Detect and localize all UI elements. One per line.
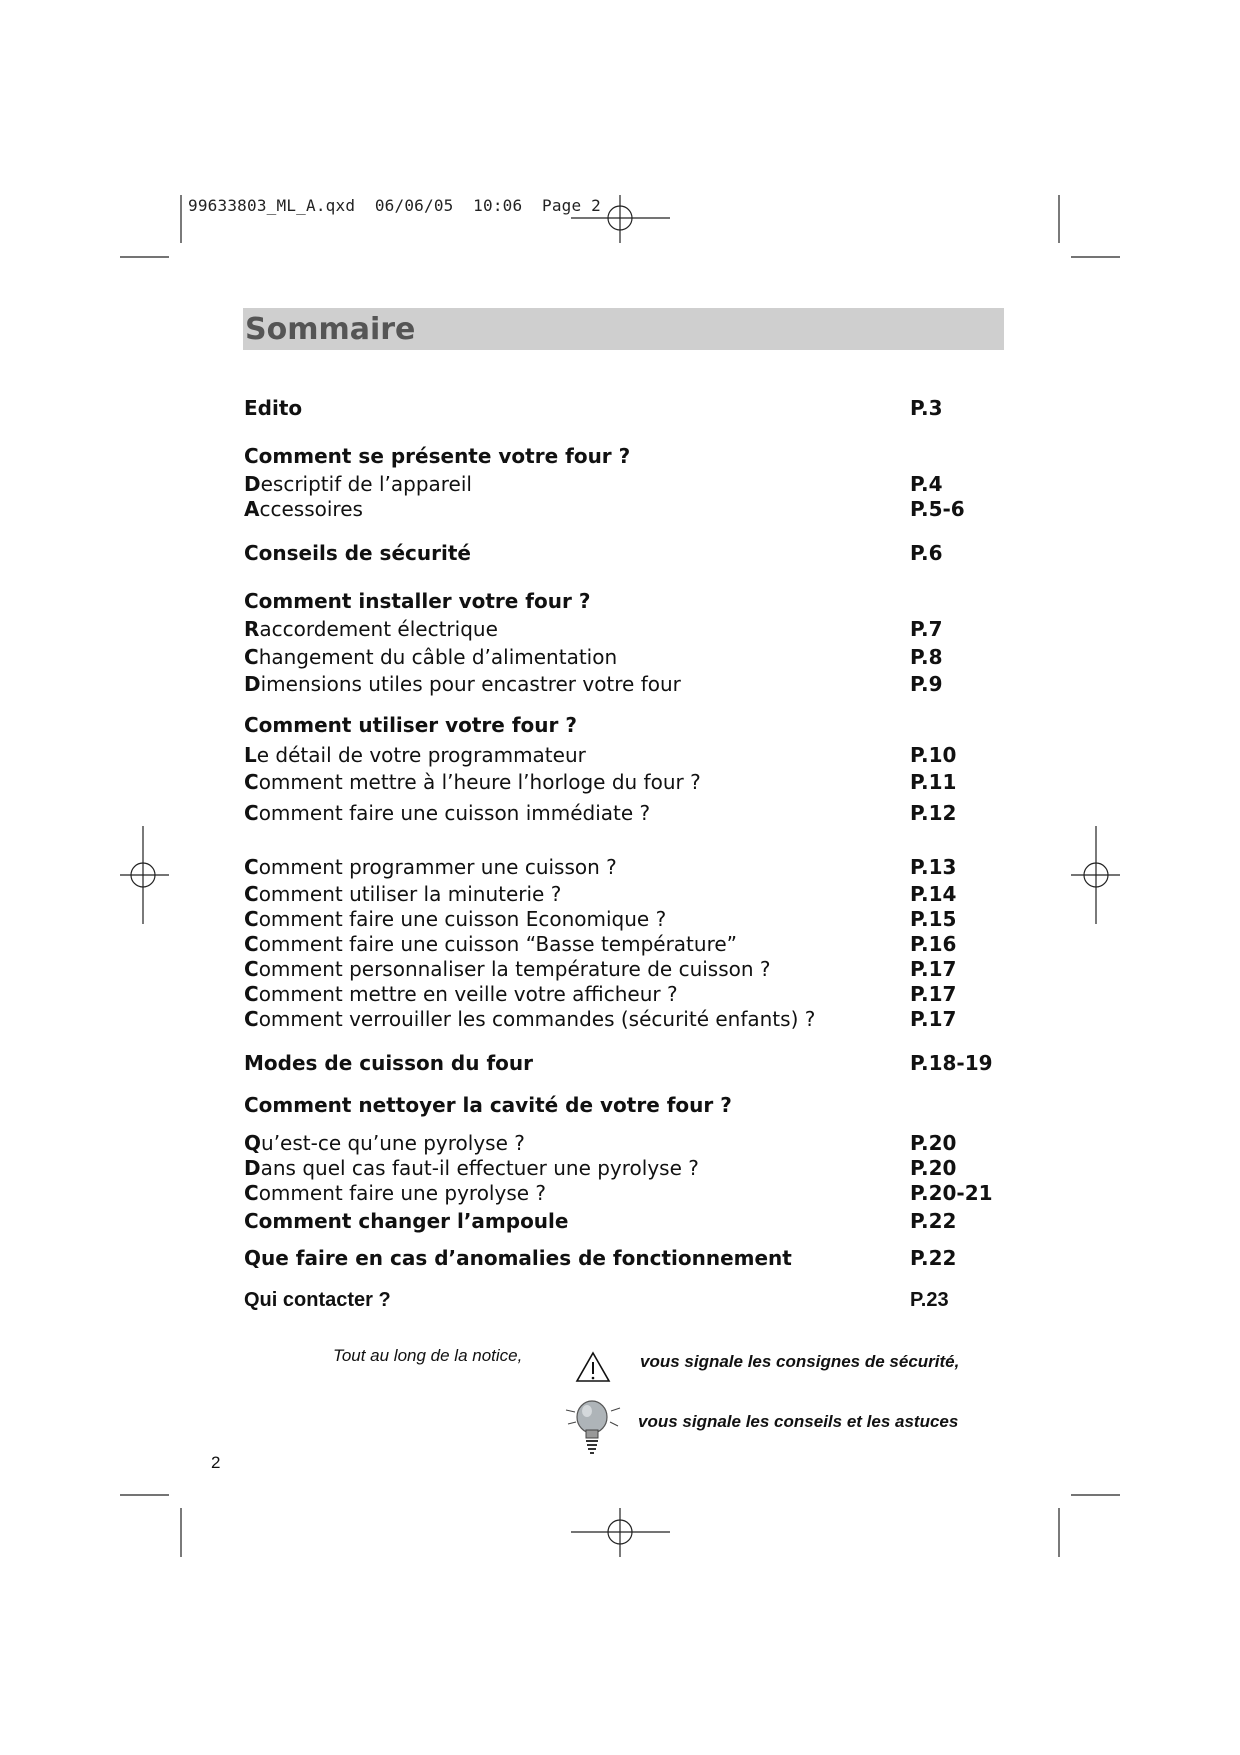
toc-entry-text: u’est-ce qu’une pyrolyse ? — [261, 1131, 525, 1155]
note-tips: vous signale les conseils et les astuces — [638, 1412, 959, 1431]
toc-entry-text: omment mettre en veille votre afficheur ? — [258, 982, 678, 1006]
toc-entry-page: P.9 — [910, 672, 943, 696]
note-safety: vous signale les consignes de sécurité, — [640, 1352, 960, 1371]
toc-entry-page: P.17 — [910, 982, 957, 1006]
toc-entry-label — [244, 982, 678, 1006]
toc-entry-label — [244, 957, 771, 981]
title-bar — [243, 308, 1004, 350]
toc-entry-page: P.13 — [910, 855, 957, 879]
toc-entry-page: P.10 — [910, 743, 957, 767]
toc-entry-initial: A — [244, 497, 260, 521]
toc-entry-label — [244, 1289, 391, 1312]
page-number: 2 — [211, 1453, 221, 1472]
toc-entry-text: Edito — [244, 396, 303, 420]
toc-entry-text: Comment installer votre four ? — [244, 589, 591, 613]
toc-entry-label — [244, 645, 617, 669]
toc-entry-page: P.14 — [910, 882, 957, 906]
toc-entry-label — [244, 713, 577, 737]
toc-entry-label — [244, 1051, 533, 1075]
toc-entry-text: Que faire en cas d’anomalies de fonctionnement — [244, 1246, 792, 1270]
toc-entry-text: Conseils de sécurité — [244, 541, 471, 565]
toc-entry-text: Comment changer l’ampoule — [244, 1209, 569, 1233]
toc-entry-label — [244, 672, 681, 696]
toc-entry-initial: C — [244, 1007, 259, 1031]
toc-entry-text: omment programmer une cuisson ? — [258, 855, 617, 879]
toc-entry-label — [244, 444, 630, 468]
toc-entry-label — [244, 855, 617, 879]
toc-entry-text: omment utiliser la minuterie ? — [258, 882, 562, 906]
toc-entry-initial: C — [244, 882, 259, 906]
toc-entry-label — [244, 396, 302, 420]
toc-entry-text: Modes de cuisson du four — [244, 1051, 533, 1075]
toc-entry-label — [244, 743, 586, 767]
toc-entry-initial: C — [244, 645, 259, 669]
toc-entry-label — [244, 617, 498, 641]
toc-entry-initial: C — [244, 1181, 259, 1205]
toc-entry-text: Comment utiliser votre four ? — [244, 713, 577, 737]
lightbulb-icon — [562, 1396, 624, 1458]
toc-entry-initial: C — [244, 770, 259, 794]
toc-entry-page: P.3 — [910, 396, 943, 420]
toc-entry-text: ccessoires — [259, 497, 363, 521]
toc-entry-text: omment faire une cuisson “Basse température” — [258, 932, 738, 956]
toc-entry-text: escriptif de l’appareil — [260, 472, 472, 496]
toc-entry-initial: C — [244, 932, 259, 956]
toc-entry-page: P.15 — [910, 907, 957, 931]
toc-entry-page: P.20-21 — [910, 1181, 993, 1205]
toc-entry-label — [244, 907, 666, 931]
toc-entry-text: omment faire une cuisson Economique ? — [258, 907, 667, 931]
toc-entry-page: P.6 — [910, 541, 943, 565]
toc-entry-initial: C — [244, 855, 259, 879]
toc-entry-page: P.16 — [910, 932, 957, 956]
file-slug: 99633803_ML_A.qxd 06/06/05 10:06 Page 2 — [188, 196, 601, 215]
toc-entry-text: omment faire une pyrolyse ? — [258, 1181, 547, 1205]
toc-entry-initial: C — [244, 907, 259, 931]
toc-entry-page: P.22 — [910, 1246, 957, 1270]
toc-entry-page: P.23 — [910, 1289, 949, 1311]
toc-entry-initial: D — [244, 672, 261, 696]
toc-entry-label — [244, 1246, 792, 1270]
toc-entry-initial: R — [244, 617, 260, 641]
toc-entry-text: omment verrouiller les commandes (sécurité enfants) ? — [258, 1007, 816, 1031]
toc-entry-page: P.4 — [910, 472, 943, 496]
toc-entry-page: P.22 — [910, 1209, 957, 1233]
toc-entry-label — [244, 589, 590, 613]
toc-entry-label — [244, 1156, 699, 1180]
toc-entry-page: P.20 — [910, 1131, 957, 1155]
toc-entry-page: P.7 — [910, 617, 943, 641]
page-title: Sommaire — [245, 312, 416, 347]
toc-entry-label — [244, 801, 650, 825]
toc-entry-label — [244, 497, 363, 521]
toc-entry-initial: C — [244, 957, 259, 981]
toc-entry-label — [244, 1209, 568, 1233]
toc-entry-page: P.11 — [910, 770, 957, 794]
toc-entry-label — [244, 541, 471, 565]
warning-icon — [575, 1350, 611, 1384]
toc-entry-initial: Q — [244, 1131, 262, 1155]
toc-entry-text: ans quel cas faut-il effectuer une pyrolyse ? — [260, 1156, 699, 1180]
toc-entry-text: imensions utiles pour encastrer votre four — [260, 672, 681, 696]
toc-entry-label — [244, 1007, 815, 1031]
toc-entry-initial: L — [244, 743, 257, 767]
toc-entry-text: hangement du câble d’alimentation — [258, 645, 618, 669]
toc-entry-page: P.5-6 — [910, 497, 965, 521]
toc-entry-initial: C — [244, 982, 259, 1006]
toc-entry-text: e détail de votre programmateur — [256, 743, 586, 767]
toc-entry-page: P.12 — [910, 801, 957, 825]
toc-entry-label — [244, 932, 737, 956]
note-intro: Tout au long de la notice, — [333, 1346, 523, 1365]
toc-entry-text: Qui contacter ? — [244, 1289, 391, 1311]
toc-entry-page: P.8 — [910, 645, 943, 669]
toc-entry-page: P.18-19 — [910, 1051, 993, 1075]
toc-entry-text: Comment se présente votre four ? — [244, 444, 631, 468]
toc-entry-label — [244, 882, 561, 906]
toc-entry-initial: D — [244, 472, 261, 496]
toc-entry-text: omment personnaliser la température de cuisson ? — [258, 957, 771, 981]
toc-entry-label — [244, 1093, 732, 1117]
toc-entry-text: omment mettre à l’heure l’horloge du four ? — [258, 770, 701, 794]
toc-entry-text: omment faire une cuisson immédiate ? — [258, 801, 651, 825]
toc-entry-label — [244, 770, 701, 794]
toc-entry-label — [244, 1181, 546, 1205]
toc-entry-page: P.17 — [910, 957, 957, 981]
toc-entry-label — [244, 1131, 525, 1155]
toc-entry-initial: C — [244, 801, 259, 825]
toc-entry-initial: D — [244, 1156, 261, 1180]
toc-entry-text: Comment nettoyer la cavité de votre four ? — [244, 1093, 732, 1117]
toc-entry-text: accordement électrique — [259, 617, 498, 641]
toc-entry-page: P.17 — [910, 1007, 957, 1031]
toc-entry-label — [244, 472, 472, 496]
toc-entry-page: P.20 — [910, 1156, 957, 1180]
